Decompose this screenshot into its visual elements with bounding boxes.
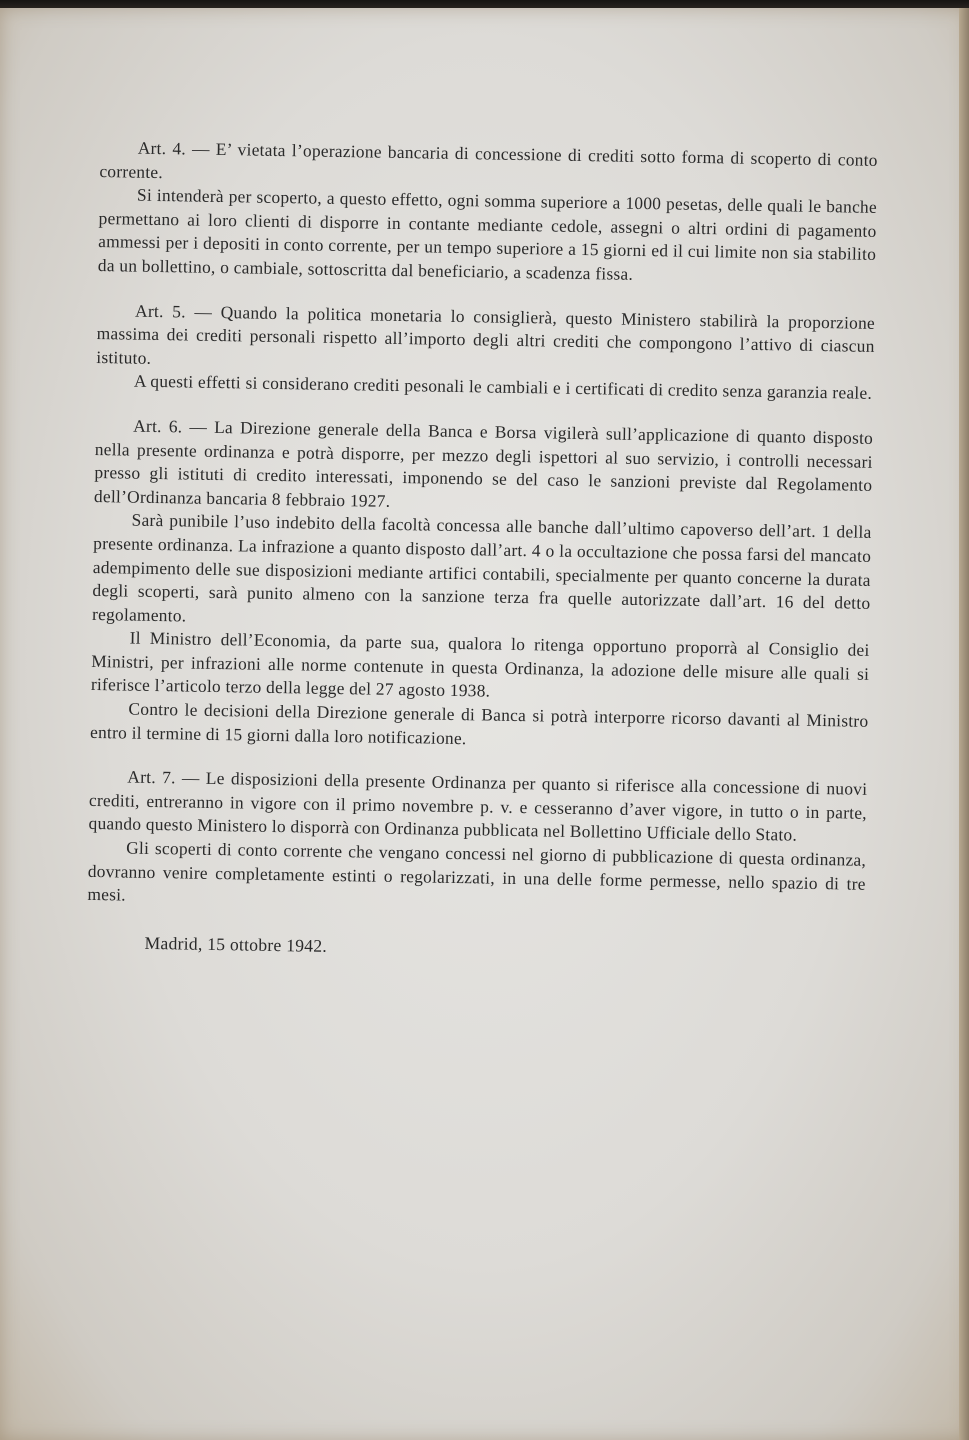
article-5-heading-paragraph: Art. 5. — Quando la politica monetaria lo consiglierà, questo Ministero stabilirà la proporzione massima dei crediti personali rispetto all’importo degli altri crediti che compongono l’attivo di ciascun istituto. bbox=[96, 300, 876, 368]
article-4-paragraph: Si intenderà per scoperto, a questo effetto, ogni somma superiore a 1000 pesetas, delle quali le banche permettano ai loro clienti di disporre in contante mediante cedole, assegni o altri ordini di pagamento ammessi per i depositi in conto corrente, per un tempo superiore a 15 giorni ed il cui limite non sia stabilito da un bollettino, o cambiale, sottoscritta dal beneficiario, a scadenza fissa. bbox=[97, 184, 878, 284]
article-4 bbox=[98, 136, 878, 290]
article-4-heading-paragraph: Art. 4. — E’ vietata l’operazione bancaria di concessione di crediti sotto forma di scoperto di conto corrente. bbox=[99, 137, 878, 182]
article-6-paragraph: Contro le decisioni della Direzione generale di Banca si potrà interporre ricorso davanti al Ministro entro il termine di 15 giorni dalla loro notificazione. bbox=[89, 698, 869, 748]
article-6 bbox=[90, 414, 873, 757]
article-5 bbox=[96, 299, 875, 406]
article-6-paragraph: Il Ministro dell’Economia, da parte sua, qualora lo ritenga opportuno proporrà al Consiglio dei Ministri, per infrazioni alle norme contenute in questa Ordinanza, la adozione delle misure alle quali si riferisce l’articolo terzo della legge del 27 agosto 1938. bbox=[90, 627, 870, 702]
date-signature-line: Madrid, 15 ottobre 1942. bbox=[144, 932, 328, 956]
scan-right-edge bbox=[959, 8, 969, 1440]
article-6-heading-paragraph: Art. 6. — La Direzione generale della Banca e Borsa vigilerà sull’applicazione di quanto disposto nella presente ordinanza e potrà disporre, per mezzo degli ispettori al suo servizio, i controlli necessari presso gli istituti di credito interessati, imponendo se del caso le sanzioni previste dal Regolamento dell’Ordinanza bancaria 8 febbraio 1927. bbox=[93, 415, 874, 511]
document-body bbox=[86, 136, 877, 967]
article-7-heading-paragraph: Art. 7. — Le disposizioni della presente Ordinanza per quanto si riferisce alla concessione di nuovi crediti, entreranno in vigore con il primo novembre p. v. e cesseranno d’aver vigore, in tutto o in parte, quando questo Ministero lo disporrà con Ordinanza pubblicata nel Bollettino Ufficiale dello Stato. bbox=[88, 766, 868, 846]
article-7-paragraph: Gli scoperti di conto corrente che vengano concessi nel giorno di pubblicazione di questa ordinanza, dovranno venire completamente estinti o regolarizzati, in una delle forme permesse, nello spazio di tre mesi. bbox=[87, 837, 867, 905]
article-7 bbox=[87, 765, 867, 919]
article-6-paragraph: Sarà punibile l’uso indebito della facoltà concessa alle banche dall’ultimo capoverso dell’art. 1 della presente ordinanza. La infrazione a quanto disposto dall’art. 4 o la occultazione che possa farsi del mancato adempimento delle sue disposizioni mediante artifici contabili, specialmente per quanto concerne la durata degli scoperti, sarà punito almeno con la sanzione terza fra quelle autorizzate dall’art. 16 del detto regolamento. bbox=[91, 509, 872, 626]
article-5-paragraph: A questi effetti si considerano crediti pesonali le cambiali e i certificati di credito senza garanzia reale. bbox=[133, 370, 873, 404]
document-page bbox=[0, 8, 969, 1440]
